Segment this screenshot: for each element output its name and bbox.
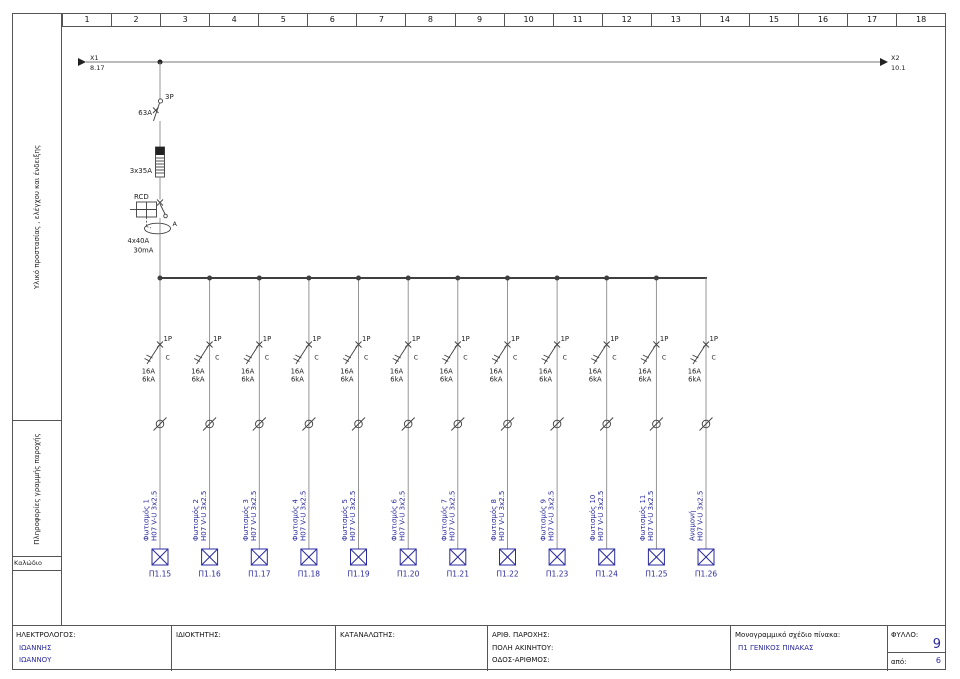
junction-box-icon	[202, 549, 218, 565]
circuit-cable-label: H07 V-U 3x2.5	[299, 490, 308, 541]
mcb-curve-label: C	[612, 354, 617, 362]
ruler-cell: 16	[799, 14, 848, 26]
rcd-symbol	[128, 193, 178, 278]
junction-box-icon	[450, 549, 466, 565]
branch-circuit	[390, 276, 420, 579]
circuit-id-label: Π1.15	[148, 569, 172, 579]
mcb-curve-label: C	[215, 354, 220, 362]
junction-box-icon	[400, 549, 416, 565]
mcb-breaking-label: 6kA	[191, 375, 205, 384]
mcb-poles-label: 1P	[163, 335, 172, 343]
ruler-cell: 14	[701, 14, 750, 26]
fuse-rating-label: 3x35A	[129, 167, 152, 175]
of-label: από:	[891, 658, 907, 666]
bus-tap-dot	[505, 276, 510, 281]
mcb-poles-label: 1P	[461, 335, 470, 343]
sheet-label: ΦΥΛΛΟ:	[891, 631, 919, 639]
ruler-cell: 6	[308, 14, 357, 26]
circuit-cable-label: H07 V-U 3x2.5	[498, 490, 506, 541]
circuit-name-label: Φωτισμός 5	[341, 499, 349, 541]
mcb-rating-label: 16A	[439, 367, 453, 376]
bus-tap-dot	[604, 276, 609, 281]
circuit-id-label: Π1.21	[446, 569, 469, 579]
owner-label: ΙΔΙΟΚΤΗΤΗΣ:	[176, 631, 221, 639]
ruler-cell: 5	[259, 14, 308, 26]
rcd-label: RCD	[134, 193, 149, 201]
mcb-poles-label: 1P	[511, 335, 520, 343]
mcb-poles-label: 1P	[709, 335, 718, 343]
ruler-cell: 1	[63, 14, 112, 26]
supply-no-label: ΑΡΙΘ. ΠΑΡΟΧΗΣ:	[492, 631, 550, 639]
branch-circuit	[638, 276, 668, 579]
mcb-curve-label: C	[513, 354, 518, 362]
mcb-curve-label: C	[364, 354, 369, 362]
junction-box-icon	[500, 549, 516, 565]
circuit-name-label: Φωτισμός 11	[638, 494, 647, 541]
x1-label: X1	[90, 54, 99, 62]
circuit-id-label: Π1.18	[297, 569, 321, 579]
mcb-breaking-label: 6kA	[340, 375, 354, 384]
mcb-curve-label: C	[463, 354, 468, 362]
ruler-cell: 3	[161, 14, 210, 26]
circuit-name-label: Φωτισμός 1	[142, 499, 151, 541]
junction-box-icon	[351, 549, 367, 565]
mcb-curve-label: C	[661, 354, 667, 362]
mcb-curve-label: C	[711, 354, 716, 362]
mcb-rating-label: 16A	[141, 367, 155, 376]
mcb-poles-label: 1P	[262, 335, 272, 343]
ruler-cell: 4	[210, 14, 259, 26]
circuit-id-label: Π1.20	[397, 569, 420, 579]
branch-circuit	[142, 276, 172, 579]
circuit-name-label: Φωτισμός 4	[291, 499, 300, 541]
city-label: ΠΟΛΗ ΑΚΙΝΗΤΟΥ:	[492, 643, 554, 652]
electrician-cell	[12, 626, 172, 671]
electrician-name-line2: ΙΩΑΝΝΟΥ	[19, 656, 52, 664]
branch-circuit	[191, 276, 221, 579]
circuit-cable-label: H07 V-U 3x2.5	[547, 490, 556, 541]
mcb-poles-label: 1P	[659, 335, 669, 343]
ruler-cell: 7	[357, 14, 406, 26]
circuit-id-label: Π1.16	[198, 569, 221, 579]
mcb-curve-label: C	[165, 354, 170, 362]
mcb-breaking-label: 6kA	[439, 375, 453, 384]
mcb-rating-label: 16A	[538, 367, 553, 376]
bus-tap-dot	[158, 276, 163, 281]
bus-tap-dot	[207, 276, 212, 281]
mcb-curve-label: C	[264, 354, 270, 362]
circuit-name-label: Αναμονή	[688, 510, 697, 541]
circuit-name-label: Φωτισμός 2	[192, 499, 201, 541]
mcb-rating-label: 16A	[389, 367, 404, 376]
mcb-rating-label: 16A	[638, 367, 652, 376]
mcb-rating-label: 16A	[489, 367, 503, 376]
sheet-number-cell	[888, 626, 946, 671]
junction-box-icon	[648, 549, 664, 565]
junction-box-icon	[251, 549, 267, 565]
mcb-poles-label: 1P	[560, 335, 570, 343]
circuit-id-label: Π1.24	[595, 569, 618, 579]
ruler-cell: 11	[554, 14, 603, 26]
owner-cell	[172, 626, 336, 671]
main-switch-poles-label: 3P	[165, 93, 174, 101]
drawing-title-cell	[731, 626, 888, 671]
branch-circuit	[340, 276, 370, 579]
branch-circuit	[588, 276, 618, 579]
junction-box-icon	[301, 549, 317, 565]
bus-tap-dot	[555, 276, 560, 281]
bus-tap-dot	[455, 276, 460, 281]
electrician-name-line1: ΙΩΑΝΝΗΣ	[19, 643, 52, 652]
mcb-rating-label: 16A	[340, 367, 354, 376]
mcb-poles-label: 1P	[312, 335, 321, 343]
junction-box-icon	[549, 549, 565, 565]
circuit-name-label: Φωτισμός 7	[440, 499, 449, 541]
sheet-number: 9	[932, 636, 941, 652]
branch-circuits	[142, 276, 718, 579]
rcd-ct-label: A	[172, 220, 177, 228]
branch-circuit	[241, 276, 271, 579]
branch-circuit	[539, 276, 569, 579]
branch-circuit	[291, 276, 321, 579]
rcd-toroid-icon	[145, 223, 171, 234]
mcb-poles-label: 1P	[610, 335, 619, 343]
mcb-breaking-label: 6kA	[290, 375, 304, 384]
circuit-cable-label: H07 V-U 3x2.5	[696, 490, 705, 541]
mcb-breaking-label: 6kA	[241, 375, 255, 384]
circuit-name-label: Φωτισμός 9	[539, 499, 548, 541]
circuit-cable-label: H07 V-U 3x2.5	[398, 490, 407, 541]
ruler-cell: 10	[505, 14, 554, 26]
mcb-breaking-label: 6kA	[688, 375, 701, 384]
supply-section-label: Πληροφορίες γραμμής παροχής	[32, 432, 41, 545]
circuit-name-label: Φωτισμός 8	[490, 499, 498, 541]
branch-circuit	[688, 278, 718, 579]
mcb-poles-label: 1P	[411, 335, 421, 343]
protection-section-label: Υλικό προστασίας , ελέγχου και ένδειξης	[32, 144, 41, 289]
ruler-cell: 13	[652, 14, 701, 26]
title-block	[12, 625, 946, 670]
junction-box-icon	[599, 549, 615, 565]
consumer-cell	[336, 626, 488, 671]
of-number: 6	[935, 656, 941, 665]
main-switch-rating-label: 63A	[138, 109, 152, 117]
circuit-cable-label: H07 V-U 3x2.5	[249, 490, 258, 541]
circuit-name-label: Φωτισμός 10	[589, 494, 598, 541]
supply-info-cell	[488, 626, 731, 671]
ruler-cell: 9	[456, 14, 505, 26]
outgoing-arrow-icon	[880, 58, 888, 66]
bus-tap-dot	[257, 276, 262, 281]
mcb-breaking-label: 6kA	[588, 375, 602, 384]
ruler-cell: 17	[848, 14, 897, 26]
circuit-id-label: Π1.23	[545, 569, 569, 579]
rcd-rating-label: 4x40A	[127, 237, 150, 245]
drawing-label: Μονογραμμικό σχέδιο πίνακα:	[735, 631, 841, 639]
rcd-sensitivity-label: 30mA	[133, 246, 154, 255]
mcb-curve-label: C	[314, 354, 319, 362]
mcb-breaking-label: 6kA	[638, 375, 652, 384]
ruler-cell: 2	[112, 14, 161, 26]
bus-tap-dot	[356, 276, 361, 281]
main-fuse-symbol	[130, 147, 165, 200]
mcb-curve-label: C	[562, 354, 567, 362]
mcb-rating-label: 16A	[588, 367, 602, 376]
consumer-label: ΚΑΤΑΝΑΛΩΤΗΣ:	[340, 631, 395, 639]
ruler-cell: 8	[406, 14, 455, 26]
junction-box-icon	[698, 549, 714, 565]
mcb-breaking-label: 6kA	[489, 375, 503, 384]
mcb-poles-label: 1P	[362, 335, 371, 343]
circuit-id-label: Π1.17	[248, 569, 271, 579]
mcb-rating-label: 16A	[191, 367, 205, 376]
x1-ref: 8.17	[90, 64, 105, 72]
cable-row-label: Καλώδιο	[12, 556, 61, 571]
circuit-cable-label: H07 V-U 3x2.5	[597, 490, 606, 541]
incoming-arrow-icon	[78, 58, 86, 66]
drawing-title: Π1 ΓΕΝΙΚΟΣ ΠΙΝΑΚΑΣ	[738, 643, 814, 652]
branch-circuit	[489, 276, 519, 579]
circuit-name-label: Φωτισμός 6	[390, 499, 399, 541]
circuit-id-label: Π1.19	[347, 569, 370, 579]
mcb-poles-label: 1P	[213, 335, 222, 343]
mcb-rating-label: 16A	[240, 367, 255, 376]
circuit-id-label: Π1.22	[496, 569, 519, 579]
feeder-line	[78, 54, 905, 100]
ruler-cell: 15	[750, 14, 799, 26]
circuit-cable-label: H07 V-U 3x2.5	[200, 490, 209, 541]
circuit-id-label: Π1.26	[694, 569, 718, 579]
mcb-breaking-label: 6kA	[390, 375, 404, 384]
branch-circuit	[439, 276, 469, 579]
mcb-breaking-label: 6kA	[539, 375, 553, 384]
ruler-cell: 12	[603, 14, 652, 26]
mcb-rating-label: 16A	[290, 367, 304, 376]
electrician-label: ΗΛΕΚΤΡΟΛΟΓΟΣ:	[16, 631, 76, 639]
bus-tap-dot	[654, 276, 659, 281]
bus-tap-dot	[306, 276, 311, 281]
bus-tap-dot	[406, 276, 411, 281]
circuit-id-label: Π1.25	[645, 569, 668, 579]
mcb-breaking-label: 6kA	[142, 375, 155, 384]
street-label: ΟΔΟΣ-ΑΡΙΘΜΟΣ:	[492, 656, 550, 664]
ruler-cell: 18	[916, 15, 927, 24]
circuit-name-label: Φωτισμός 3	[241, 499, 250, 541]
x2-label: X2	[891, 54, 900, 62]
x2-ref: 10.1	[891, 64, 906, 72]
circuit-cable-label: H07 V-U 3x2.5	[349, 490, 357, 541]
circuit-cable-label: H07 V-U 3x2.5	[150, 490, 159, 541]
junction-box-icon	[152, 549, 168, 565]
circuit-cable-label: H07 V-U 3x2.5	[448, 490, 457, 541]
mcb-rating-label: 16A	[687, 367, 701, 376]
mcb-curve-label: C	[413, 354, 419, 362]
circuit-cable-label: H07 V-U 3x2.5	[646, 490, 655, 541]
main-switch-symbol	[138, 93, 173, 147]
